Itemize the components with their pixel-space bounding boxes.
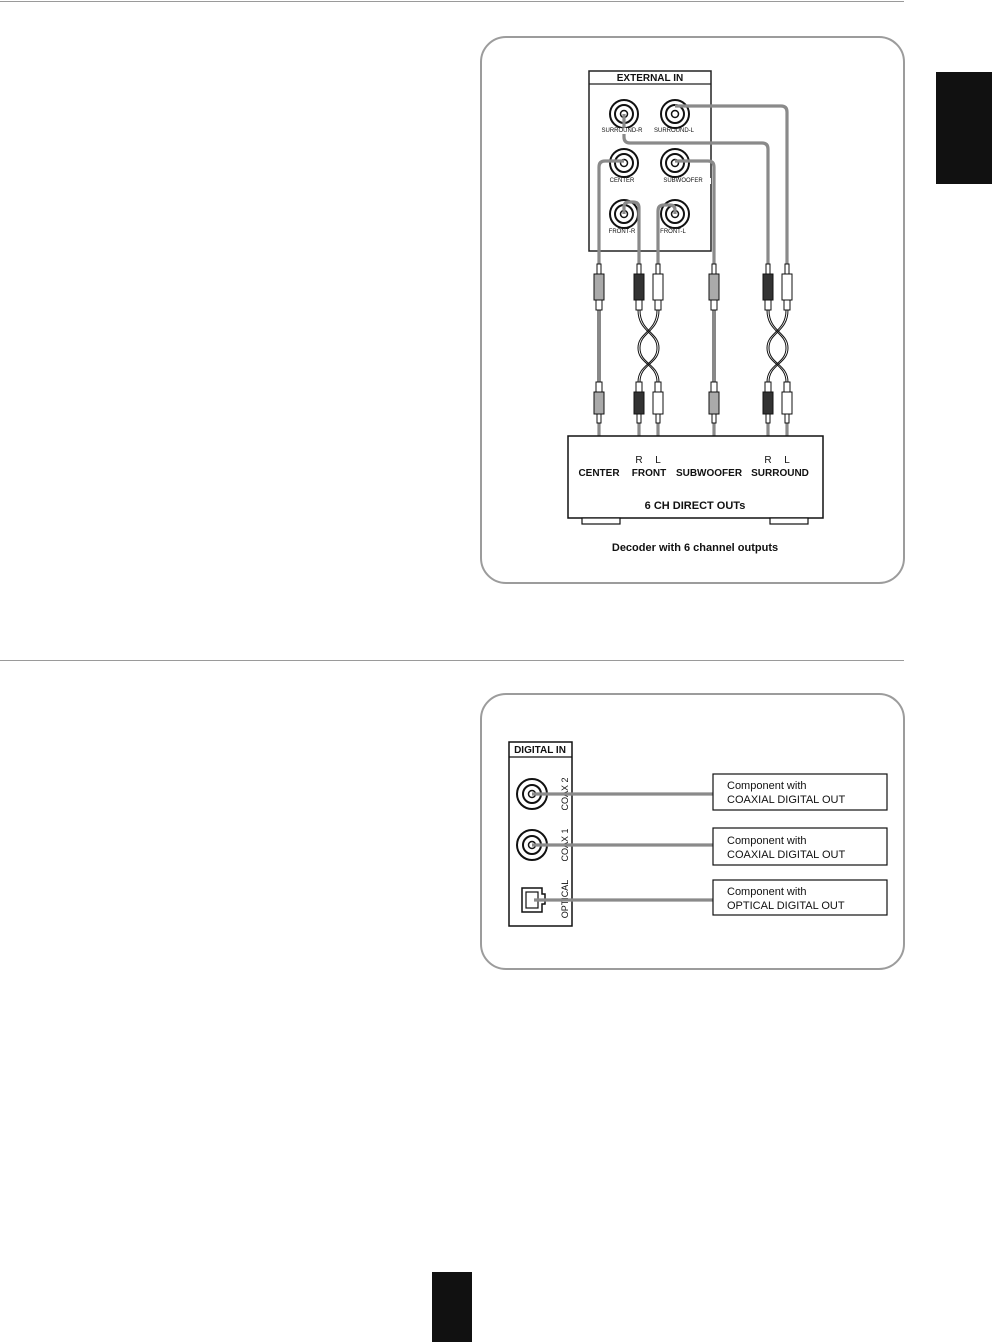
front-r-label: R <box>635 455 643 466</box>
plug-subwoofer-lower <box>709 382 719 423</box>
decoder-center-label: CENTER <box>578 468 620 479</box>
plug-center-lower <box>594 382 604 423</box>
component-coax-1-line1: Component with <box>727 835 807 847</box>
component-optical-line1: Component with <box>727 886 807 898</box>
jack-center <box>610 149 638 177</box>
plug-surround-r-lower <box>763 382 773 423</box>
plug-surround-l-upper <box>782 264 792 310</box>
coax-2-label: COAX 2 <box>560 777 570 811</box>
patch-cords <box>598 310 788 382</box>
digital-in-svg <box>482 695 907 972</box>
language-tab <box>936 72 992 184</box>
decoder-surround-label: SURROUND <box>751 468 809 479</box>
component-optical-line2: OPTICAL DIGITAL OUT <box>727 900 845 912</box>
external-in-label: EXTERNAL IN <box>616 73 684 84</box>
optical-label: OPTICAL <box>560 879 570 919</box>
external-in-diagram <box>480 36 905 584</box>
jack-label-surround-r: SURROUND-R <box>592 128 652 134</box>
rca-plugs-upper <box>594 264 792 310</box>
front-l-label: L <box>655 455 661 466</box>
plug-front-l-upper <box>653 264 663 310</box>
plug-subwoofer-upper <box>709 264 719 310</box>
coax-1-label: COAX 1 <box>560 828 570 862</box>
plug-front-r-upper <box>634 264 644 310</box>
section-divider <box>0 660 904 661</box>
jack-label-center: CENTER <box>609 178 635 184</box>
jack-label-surround-l: SURROUND-L <box>653 128 694 134</box>
plug-surround-l-lower <box>782 382 792 423</box>
plug-center-upper <box>594 264 604 310</box>
plug-front-l-lower <box>653 382 663 423</box>
page-number-block <box>432 1272 472 1342</box>
decoder-foot-right <box>770 518 808 524</box>
component-coax-2-line2: COAXIAL DIGITAL OUT <box>727 794 846 806</box>
jack-label-front-r: FRONT-R <box>608 229 636 235</box>
surround-r-label: R <box>764 455 772 466</box>
rca-plugs-lower <box>594 382 792 423</box>
component-coax-1-line2: COAXIAL DIGITAL OUT <box>727 849 846 861</box>
plug-surround-r-upper <box>763 264 773 310</box>
digital-in-label: DIGITAL IN <box>514 745 566 756</box>
top-rule <box>0 1 904 2</box>
decoder-subwoofer-label: SUBWOOFER <box>675 468 743 479</box>
external-in-svg <box>482 38 907 586</box>
digital-in-diagram <box>480 693 905 970</box>
plug-front-r-lower <box>634 382 644 423</box>
decoder-caption: Decoder with 6 channel outputs <box>611 542 779 554</box>
jack-surround-l <box>661 100 689 128</box>
jack-label-front-l: FRONT-L <box>660 229 686 235</box>
decoder-title: 6 CH DIRECT OUTs <box>644 500 746 512</box>
surround-l-label: L <box>784 455 790 466</box>
decoder-front-label: FRONT <box>631 468 667 479</box>
decoder-foot-left <box>582 518 620 524</box>
jack-label-subwoofer: SUBWOOFER <box>655 178 711 184</box>
component-coax-2-line1: Component with <box>727 780 807 792</box>
jack-subwoofer <box>661 149 689 177</box>
